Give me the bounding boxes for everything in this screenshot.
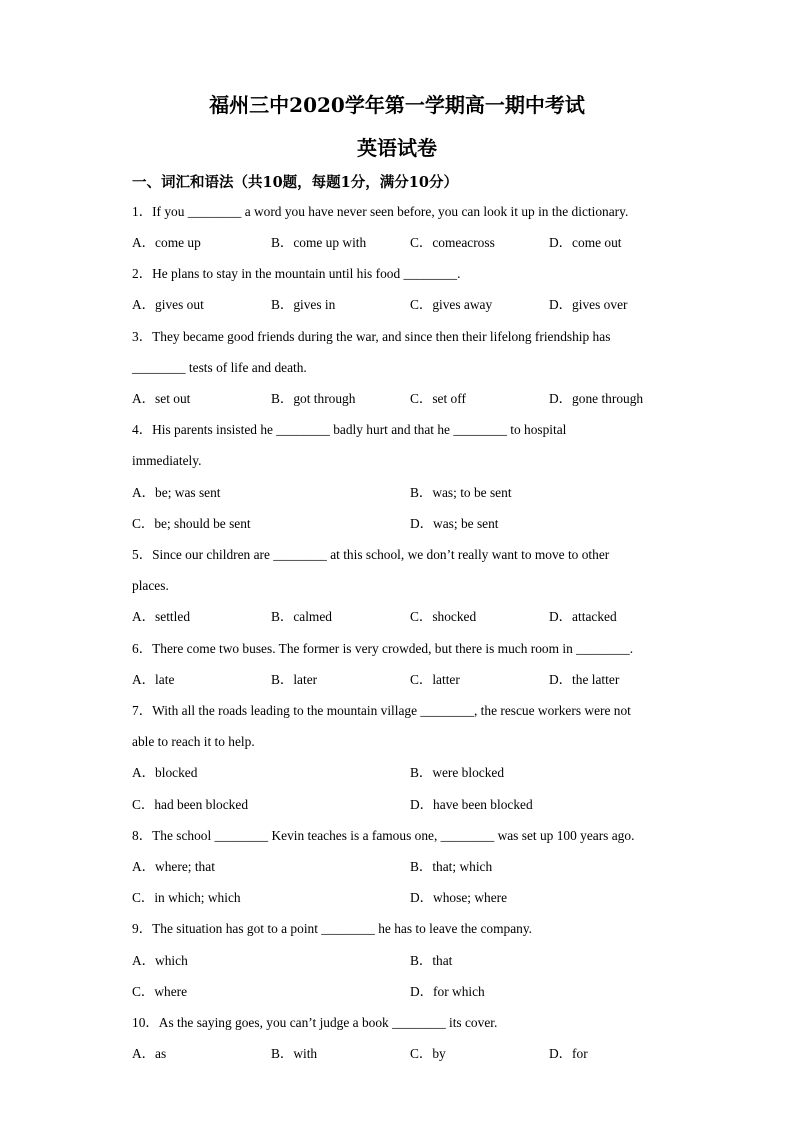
question-2-option-d: D．gives over [549, 297, 628, 312]
question-1-option-b: B．come up with [271, 235, 367, 250]
question-2-option-b: B．gives in [271, 297, 336, 312]
question-10-option-d: D．for [549, 1046, 588, 1061]
question-5-option-d: D．attacked [549, 609, 617, 624]
question-4-option-a: A．be; was sent [132, 485, 221, 500]
question-4-text: 4．His parents insisted he ________ badly hurt and that he ________ to hospital [132, 422, 567, 437]
question-10-text: 10．As the saying goes, you can’t judge a book ________ its cover. [132, 1015, 498, 1030]
question-2-option-a: A．gives out [132, 297, 204, 312]
question-3-text-cont: ________ tests of life and death. [132, 360, 307, 375]
question-7-option-d: D．have been blocked [410, 797, 533, 812]
question-4-option-b: B．was; to be sent [410, 485, 512, 500]
question-7-option-b: B．were blocked [410, 765, 505, 780]
question-4-option-d: D．was; be sent [410, 516, 499, 531]
question-6-option-b: B．later [271, 672, 318, 687]
question-4-option-c: C．be; should be sent [132, 516, 251, 531]
question-7-text: 7．With all the roads leading to the mountain village ________, the rescue workers were not [132, 703, 631, 718]
question-6-option-a: A．late [132, 672, 175, 687]
question-9-option-b: B．that [410, 953, 453, 968]
question-5-text-cont: places. [132, 578, 169, 593]
question-1-text: 1．If you ________ a word you have never seen before, you can look it up in the dictionary. [132, 204, 629, 219]
question-9-option-a: A．which [132, 953, 188, 968]
exam-subtitle: 英语试卷 [357, 136, 437, 160]
question-7-option-a: A．blocked [132, 765, 198, 780]
question-3-option-a: A．set out [132, 391, 191, 406]
question-3-option-c: C．set off [410, 391, 466, 406]
section-heading: 一、词汇和语法（共10题，每题1分，满分10分） [132, 174, 458, 191]
question-6-text: 6．There come two buses. The former is very crowded, but there is much room in ________. [132, 641, 634, 656]
question-5-option-a: A．settled [132, 609, 191, 624]
exam-title: 福州三中2020学年第一学期高一期中考试 [209, 93, 585, 117]
question-1-option-c: C．comeacross [410, 235, 495, 250]
question-3-option-b: B．got through [271, 391, 356, 406]
question-10-option-c: C．by [410, 1046, 446, 1061]
question-8-option-c: C．in which; which [132, 890, 241, 905]
question-8-option-b: B．that; which [410, 859, 493, 874]
question-10-option-b: B．with [271, 1046, 318, 1061]
question-8-text: 8．The school ________ Kevin teaches is a famous one, ________ was set up 100 years ago. [132, 828, 635, 843]
question-7-text-cont: able to reach it to help. [132, 734, 255, 749]
question-5-option-b: B．calmed [271, 609, 332, 624]
question-9-text: 9．The situation has got to a point ________ he has to leave the company. [132, 921, 533, 936]
question-7-option-c: C．had been blocked [132, 797, 249, 812]
question-3-text: 3．They became good friends during the war, and since then their lifelong friendship has [132, 329, 611, 344]
question-1-option-a: A．come up [132, 235, 201, 250]
question-3-option-d: D．gone through [549, 391, 644, 406]
question-8-option-a: A．where; that [132, 859, 215, 874]
question-1-option-d: D．come out [549, 235, 622, 250]
question-10-option-a: A．as [132, 1046, 167, 1061]
question-2-option-c: C．gives away [410, 297, 493, 312]
question-6-option-d: D．the latter [549, 672, 620, 687]
question-4-text-cont: immediately. [132, 453, 202, 468]
question-5-text: 5．Since our children are ________ at this school, we don’t really want to move to other [132, 547, 610, 562]
question-8-option-d: D．whose; where [410, 890, 508, 905]
question-2-text: 2．He plans to stay in the mountain until his food ________. [132, 266, 461, 281]
question-5-option-c: C．shocked [410, 609, 477, 624]
question-9-option-d: D．for which [410, 984, 485, 999]
question-9-option-c: C．where [132, 984, 188, 999]
question-6-option-c: C．latter [410, 672, 460, 687]
